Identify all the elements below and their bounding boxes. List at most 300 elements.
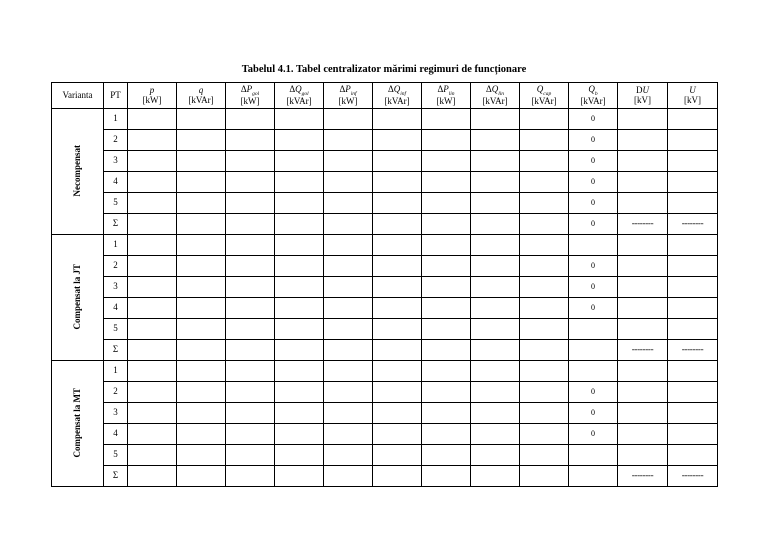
table-row xyxy=(52,445,718,466)
u-cell: -------- xyxy=(668,466,718,487)
header-symbol: DU xyxy=(636,85,649,96)
pt-cell: 2 xyxy=(104,256,128,277)
empty-cell xyxy=(471,361,520,382)
empty-cell xyxy=(422,466,471,487)
header-unit: [kW] xyxy=(142,94,162,105)
empty-cell xyxy=(373,277,422,298)
empty-cell xyxy=(324,151,373,172)
empty-cell xyxy=(275,424,324,445)
table-row xyxy=(52,214,718,235)
empty-cell xyxy=(226,361,275,382)
pt-cell: 3 xyxy=(104,151,128,172)
empty-cell xyxy=(128,319,177,340)
table-row xyxy=(52,130,718,151)
empty-cell xyxy=(471,130,520,151)
empty-cell xyxy=(373,319,422,340)
empty-cell xyxy=(422,193,471,214)
empty-cell xyxy=(324,193,373,214)
empty-cell xyxy=(177,235,226,256)
empty-cell xyxy=(128,130,177,151)
empty-cell xyxy=(275,340,324,361)
empty-cell xyxy=(520,277,569,298)
qb-cell: 0 xyxy=(569,109,618,130)
du-cell xyxy=(618,235,668,256)
u-cell xyxy=(668,382,718,403)
qb-cell: 0 xyxy=(569,193,618,214)
empty-cell xyxy=(177,109,226,130)
empty-cell xyxy=(422,361,471,382)
u-cell xyxy=(668,277,718,298)
empty-cell xyxy=(471,403,520,424)
empty-cell xyxy=(226,424,275,445)
u-cell xyxy=(668,403,718,424)
empty-cell xyxy=(471,235,520,256)
empty-cell xyxy=(275,235,324,256)
empty-cell xyxy=(324,214,373,235)
group-cell xyxy=(52,235,104,361)
qb-cell xyxy=(569,445,618,466)
du-cell xyxy=(618,361,668,382)
empty-cell xyxy=(177,298,226,319)
empty-cell xyxy=(373,235,422,256)
table-row xyxy=(52,403,718,424)
du-cell: -------- xyxy=(618,340,668,361)
du-cell: -------- xyxy=(618,466,668,487)
empty-cell xyxy=(275,445,324,466)
pt-cell: 5 xyxy=(104,319,128,340)
empty-cell xyxy=(226,382,275,403)
empty-cell xyxy=(226,193,275,214)
empty-cell xyxy=(128,424,177,445)
empty-cell xyxy=(226,403,275,424)
empty-cell xyxy=(177,340,226,361)
header-col-7 xyxy=(471,83,520,109)
header-unit: [kVAr] xyxy=(384,96,410,107)
du-cell xyxy=(618,424,668,445)
u-cell xyxy=(668,193,718,214)
empty-cell xyxy=(275,193,324,214)
empty-cell xyxy=(471,151,520,172)
empty-cell xyxy=(422,130,471,151)
pt-cell: 3 xyxy=(104,403,128,424)
empty-cell xyxy=(471,214,520,235)
header-col-4 xyxy=(324,83,373,109)
empty-cell xyxy=(373,109,422,130)
empty-cell xyxy=(373,445,422,466)
table-body xyxy=(52,109,718,487)
empty-cell xyxy=(177,466,226,487)
u-cell xyxy=(668,298,718,319)
empty-cell xyxy=(324,466,373,487)
empty-cell xyxy=(520,403,569,424)
pt-cell: 4 xyxy=(104,298,128,319)
table-row xyxy=(52,361,718,382)
empty-cell xyxy=(177,319,226,340)
empty-cell xyxy=(275,172,324,193)
empty-cell xyxy=(471,445,520,466)
table-row xyxy=(52,319,718,340)
empty-cell xyxy=(520,193,569,214)
qb-cell: 0 xyxy=(569,151,618,172)
table-row xyxy=(52,466,718,487)
header-col-6 xyxy=(422,83,471,109)
du-cell xyxy=(618,319,668,340)
empty-cell xyxy=(177,361,226,382)
qb-cell: 0 xyxy=(569,382,618,403)
empty-cell xyxy=(373,193,422,214)
empty-cell xyxy=(275,130,324,151)
qb-cell: 0 xyxy=(569,214,618,235)
pt-cell: Σ xyxy=(104,340,128,361)
empty-cell xyxy=(373,466,422,487)
header-symbol: $\Delta Q_{inf}$ xyxy=(387,83,407,97)
header-col-8 xyxy=(520,83,569,109)
header-unit: [kVAr] xyxy=(580,96,606,107)
empty-cell xyxy=(226,277,275,298)
table-row xyxy=(52,151,718,172)
empty-cell xyxy=(324,403,373,424)
empty-cell xyxy=(226,445,275,466)
empty-cell xyxy=(422,382,471,403)
empty-cell xyxy=(226,256,275,277)
pt-cell: 4 xyxy=(104,172,128,193)
u-cell xyxy=(668,424,718,445)
u-cell: -------- xyxy=(668,340,718,361)
empty-cell xyxy=(324,277,373,298)
group-cell xyxy=(52,109,104,235)
empty-cell xyxy=(422,340,471,361)
du-cell xyxy=(618,445,668,466)
table-row xyxy=(52,172,718,193)
table-row xyxy=(52,382,718,403)
empty-cell xyxy=(324,319,373,340)
pt-cell: 5 xyxy=(104,193,128,214)
empty-cell xyxy=(324,172,373,193)
summary-table xyxy=(51,82,718,487)
empty-cell xyxy=(422,256,471,277)
empty-cell xyxy=(471,298,520,319)
pt-cell: Σ xyxy=(104,466,128,487)
empty-cell xyxy=(373,256,422,277)
qb-cell xyxy=(569,319,618,340)
header-varianta: Varianta xyxy=(52,83,104,109)
empty-cell xyxy=(324,382,373,403)
header-symbol: $\Delta P_{inf}$ xyxy=(339,83,357,97)
header-unit: [kVAr] xyxy=(188,94,214,105)
du-cell xyxy=(618,172,668,193)
empty-cell xyxy=(275,256,324,277)
empty-cell xyxy=(275,214,324,235)
du-cell xyxy=(618,193,668,214)
empty-cell xyxy=(177,214,226,235)
empty-cell xyxy=(422,445,471,466)
header-symbol: p xyxy=(149,85,155,96)
du-cell: -------- xyxy=(618,214,668,235)
table-row xyxy=(52,277,718,298)
pt-cell: Σ xyxy=(104,214,128,235)
empty-cell xyxy=(422,214,471,235)
empty-cell xyxy=(275,109,324,130)
header-col-5 xyxy=(373,83,422,109)
header-col-0 xyxy=(128,83,177,109)
table-caption: Tabelul 4.1. Tabel centralizator mărimi regimuri de funcționare xyxy=(241,64,527,75)
empty-cell xyxy=(275,277,324,298)
header-symbol: $\Delta P_{lin}$ xyxy=(437,83,455,97)
empty-cell xyxy=(128,151,177,172)
header-symbol: $Q_b$ xyxy=(588,83,598,97)
empty-cell xyxy=(471,382,520,403)
group-label: Necompensat xyxy=(71,144,82,197)
pt-cell: 1 xyxy=(104,235,128,256)
empty-cell xyxy=(520,130,569,151)
empty-cell xyxy=(177,445,226,466)
empty-cell xyxy=(128,256,177,277)
empty-cell xyxy=(373,130,422,151)
u-cell xyxy=(668,319,718,340)
empty-cell xyxy=(520,298,569,319)
empty-cell xyxy=(471,340,520,361)
empty-cell xyxy=(471,256,520,277)
empty-cell xyxy=(471,172,520,193)
empty-cell xyxy=(128,193,177,214)
u-cell xyxy=(668,151,718,172)
header-symbol: $\Delta Q_{lin}$ xyxy=(485,83,505,97)
header-unit: [kVAr] xyxy=(286,96,312,107)
qb-cell xyxy=(569,361,618,382)
empty-cell xyxy=(324,361,373,382)
empty-cell xyxy=(275,319,324,340)
empty-cell xyxy=(471,424,520,445)
empty-cell xyxy=(373,340,422,361)
empty-cell xyxy=(128,214,177,235)
u-cell xyxy=(668,445,718,466)
table-row xyxy=(52,109,718,130)
empty-cell xyxy=(128,403,177,424)
pt-cell: 4 xyxy=(104,424,128,445)
empty-cell xyxy=(177,130,226,151)
empty-cell xyxy=(177,424,226,445)
du-cell xyxy=(618,382,668,403)
empty-cell xyxy=(520,235,569,256)
empty-cell xyxy=(226,298,275,319)
empty-cell xyxy=(177,403,226,424)
empty-cell xyxy=(324,340,373,361)
empty-cell xyxy=(422,298,471,319)
empty-cell xyxy=(373,172,422,193)
empty-cell xyxy=(226,466,275,487)
empty-cell xyxy=(422,403,471,424)
empty-cell xyxy=(373,214,422,235)
empty-cell xyxy=(471,319,520,340)
empty-cell xyxy=(422,109,471,130)
empty-cell xyxy=(275,361,324,382)
empty-cell xyxy=(177,172,226,193)
qb-cell xyxy=(569,235,618,256)
pt-cell: 3 xyxy=(104,277,128,298)
group-cell xyxy=(52,361,104,487)
empty-cell xyxy=(373,298,422,319)
empty-cell xyxy=(520,172,569,193)
empty-cell xyxy=(422,277,471,298)
qb-cell: 0 xyxy=(569,256,618,277)
pt-cell: 1 xyxy=(104,109,128,130)
header-symbol: $Q_{cap}$ xyxy=(536,83,552,97)
empty-cell xyxy=(520,424,569,445)
qb-cell: 0 xyxy=(569,172,618,193)
empty-cell xyxy=(226,130,275,151)
empty-cell xyxy=(128,466,177,487)
qb-cell xyxy=(569,340,618,361)
empty-cell xyxy=(226,109,275,130)
du-cell xyxy=(618,130,668,151)
empty-cell xyxy=(177,277,226,298)
u-cell xyxy=(668,361,718,382)
pt-cell: 1 xyxy=(104,361,128,382)
empty-cell xyxy=(373,403,422,424)
qb-cell xyxy=(569,466,618,487)
header-unit: [kV] xyxy=(634,94,651,105)
group-label: Compensat la MT xyxy=(71,387,82,458)
header-unit: [kVAr] xyxy=(482,96,508,107)
du-cell xyxy=(618,256,668,277)
empty-cell xyxy=(471,193,520,214)
empty-cell xyxy=(422,319,471,340)
header-symbol: $\Delta P_{gol}$ xyxy=(240,83,260,97)
empty-cell xyxy=(471,277,520,298)
empty-cell xyxy=(128,340,177,361)
empty-cell xyxy=(226,214,275,235)
table-row xyxy=(52,340,718,361)
u-cell xyxy=(668,109,718,130)
empty-cell xyxy=(177,151,226,172)
empty-cell xyxy=(177,382,226,403)
du-cell xyxy=(618,403,668,424)
empty-cell xyxy=(128,277,177,298)
u-cell xyxy=(668,235,718,256)
du-cell xyxy=(618,109,668,130)
empty-cell xyxy=(422,172,471,193)
empty-cell xyxy=(275,298,324,319)
empty-cell xyxy=(226,151,275,172)
pt-cell: 2 xyxy=(104,130,128,151)
empty-cell xyxy=(324,109,373,130)
empty-cell xyxy=(128,235,177,256)
u-cell xyxy=(668,256,718,277)
empty-cell xyxy=(128,172,177,193)
empty-cell xyxy=(324,298,373,319)
empty-cell xyxy=(471,466,520,487)
empty-cell xyxy=(324,235,373,256)
empty-cell xyxy=(422,151,471,172)
empty-cell xyxy=(520,466,569,487)
empty-cell xyxy=(275,382,324,403)
empty-cell xyxy=(520,109,569,130)
empty-cell xyxy=(520,151,569,172)
u-cell: -------- xyxy=(668,214,718,235)
empty-cell xyxy=(373,361,422,382)
table-row xyxy=(52,424,718,445)
empty-cell xyxy=(324,130,373,151)
group-label: Compensat la JT xyxy=(71,263,82,330)
empty-cell xyxy=(520,445,569,466)
empty-cell xyxy=(177,193,226,214)
empty-cell xyxy=(520,214,569,235)
header-symbol: $\Delta Q_{gol}$ xyxy=(289,83,309,97)
header-col-9 xyxy=(569,83,618,109)
empty-cell xyxy=(520,340,569,361)
header-row xyxy=(52,83,718,109)
pt-cell: 2 xyxy=(104,382,128,403)
du-cell xyxy=(618,151,668,172)
empty-cell xyxy=(128,109,177,130)
table-row xyxy=(52,298,718,319)
empty-cell xyxy=(226,172,275,193)
empty-cell xyxy=(471,109,520,130)
empty-cell xyxy=(373,151,422,172)
empty-cell xyxy=(373,382,422,403)
empty-cell xyxy=(275,466,324,487)
empty-cell xyxy=(324,256,373,277)
header-unit: [kW] xyxy=(240,96,260,107)
empty-cell xyxy=(324,445,373,466)
header-col-11 xyxy=(668,83,718,109)
u-cell xyxy=(668,130,718,151)
empty-cell xyxy=(128,361,177,382)
header-col-10 xyxy=(618,83,668,109)
empty-cell xyxy=(177,256,226,277)
empty-cell xyxy=(422,235,471,256)
header-unit: [kW] xyxy=(436,96,456,107)
empty-cell xyxy=(520,361,569,382)
empty-cell xyxy=(128,382,177,403)
table-row xyxy=(52,256,718,277)
qb-cell: 0 xyxy=(569,298,618,319)
empty-cell xyxy=(275,403,324,424)
qb-cell: 0 xyxy=(569,130,618,151)
header-pt: PT xyxy=(104,83,128,109)
empty-cell xyxy=(226,340,275,361)
header-symbol: U xyxy=(689,85,696,96)
empty-cell xyxy=(128,298,177,319)
empty-cell xyxy=(275,151,324,172)
qb-cell: 0 xyxy=(569,277,618,298)
empty-cell xyxy=(226,235,275,256)
empty-cell xyxy=(324,424,373,445)
du-cell xyxy=(618,277,668,298)
empty-cell xyxy=(422,424,471,445)
qb-cell: 0 xyxy=(569,403,618,424)
u-cell xyxy=(668,172,718,193)
empty-cell xyxy=(128,445,177,466)
header-col-2 xyxy=(226,83,275,109)
empty-cell xyxy=(520,256,569,277)
empty-cell xyxy=(373,424,422,445)
header-col-3 xyxy=(275,83,324,109)
empty-cell xyxy=(226,319,275,340)
header-unit: [kW] xyxy=(338,96,358,107)
header-symbol: q xyxy=(198,85,204,96)
empty-cell xyxy=(520,319,569,340)
header-unit: [kV] xyxy=(684,94,701,105)
qb-cell: 0 xyxy=(569,424,618,445)
table-row xyxy=(52,193,718,214)
empty-cell xyxy=(520,382,569,403)
pt-cell: 5 xyxy=(104,445,128,466)
header-unit: [kVAr] xyxy=(531,96,557,107)
table-row xyxy=(52,235,718,256)
header-col-1 xyxy=(177,83,226,109)
du-cell xyxy=(618,298,668,319)
